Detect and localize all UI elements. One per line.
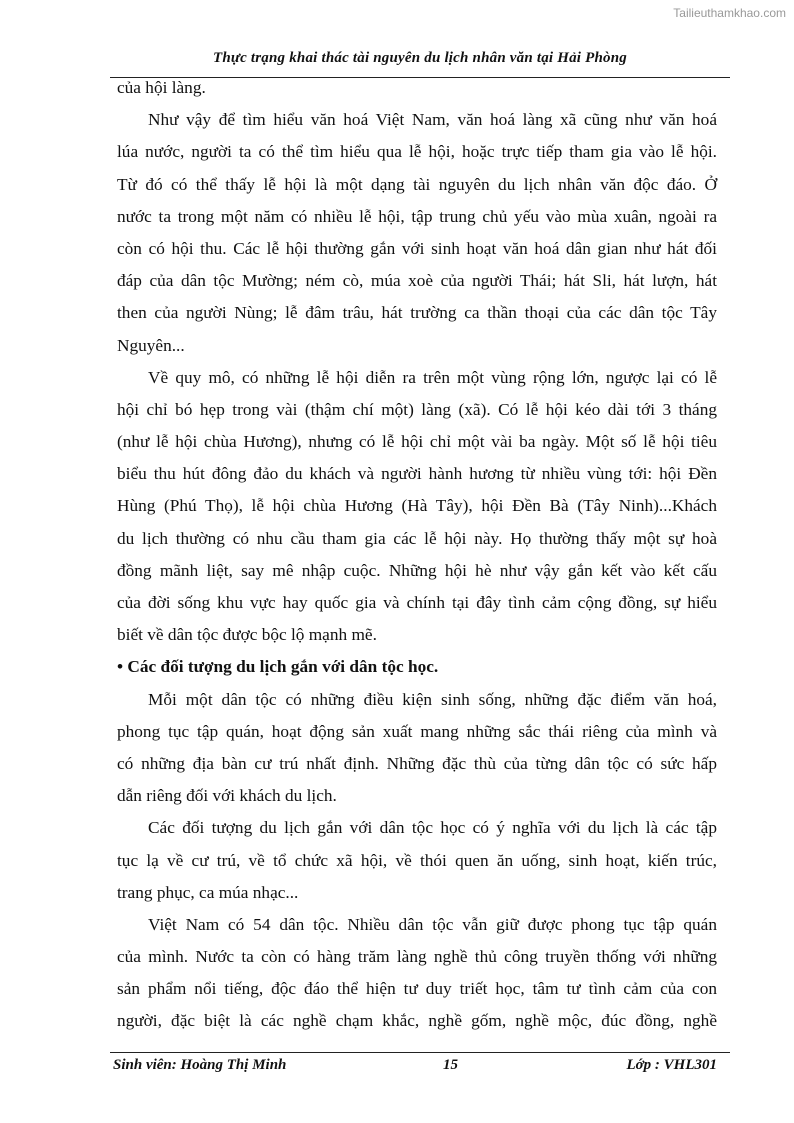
text-line: Về quy mô, có những lễ hội diễn ra trên một vùng rộng lớn, ngược lại có lễ <box>148 367 717 387</box>
section-heading: • Các đối tượng du lịch gắn với dân tộc học. <box>117 657 439 677</box>
text-line: của hội làng. <box>117 78 206 97</box>
text-line: then của người Nùng; lễ đâm trâu, hát trường ca thần thoại của các dân tộc Tây <box>117 303 717 323</box>
text-line: nước ta trong một năm có nhiều lễ hội, tập trung chủ yếu vào mùa xuân, ngoài ra <box>117 206 717 226</box>
text-line: có những địa bàn cư trú nhất định. Những đặc thù của từng dân tộc có sức hấp <box>117 753 717 773</box>
text-line: Hùng (Phú Thọ), lễ hội chùa Hương (Hà Tây), hội Đền Bà (Tây Ninh)...Khách <box>117 496 717 516</box>
running-header: Thực trạng khai thác tài nguyên du lịch nhân văn tại Hải Phòng <box>213 50 627 66</box>
text-line: Việt Nam có 54 dân tộc. Nhiều dân tộc vẫn giữ được phong tục tập quán <box>148 914 717 934</box>
text-line: sản phẩm nổi tiếng, độc đáo thể hiện tư duy triết học, tâm tư tình cảm của con <box>117 979 717 999</box>
text-line: đáp của dân tộc Mường; ném cò, múa xoè của người Thái; hát Sli, hát lượn, hát <box>117 271 717 291</box>
text-line: (như lễ hội chùa Hương), nhưng có lễ hội chỉ một vài ba ngày. Một số lễ hội tiêu <box>117 432 717 452</box>
text-line: Mỗi một dân tộc có những điều kiện sinh sống, những đặc điểm văn hoá, <box>148 689 717 709</box>
footer-class: Lớp : VHL301 <box>626 1057 717 1073</box>
text-line: người, đặc biệt là các nghề chạm khắc, nghề gốm, nghề mộc, đúc đồng, nghề <box>117 1011 717 1031</box>
text-line: lúa nước, người ta có thể tìm hiểu qua lễ hội, hoặc trực tiếp tham gia vào lễ hội. <box>117 142 717 162</box>
text-line: Các đối tượng du lịch gắn với dân tộc học có ý nghĩa với du lịch là các tập <box>148 818 717 838</box>
text-line: tục lạ về cư trú, về tổ chức xã hội, về thói quen ăn uống, sinh hoạt, kiến trúc, <box>117 850 717 870</box>
page-number: 15 <box>443 1057 458 1073</box>
text-line: dẫn riêng đối với khách du lịch. <box>117 786 337 806</box>
text-line: hội chỉ bó hẹp trong vài (thậm chí một) làng (xã). Có lễ hội kéo dài tới 3 tháng <box>117 399 717 419</box>
text-line: phong tục tập quán, hoạt động sản xuất mang những sắc thái riêng của mình và <box>117 721 717 741</box>
text-line: đồng mãnh liệt, say mê nhập cuộc. Những hội hè như vậy gắn kết vào kết cấu <box>117 560 717 580</box>
footer-rule <box>110 1052 730 1053</box>
text-line: Nguyên... <box>117 335 185 355</box>
text-line: của mình. Nước ta còn có hàng trăm làng nghề thủ công truyền thống với những <box>117 947 717 967</box>
text-line: Như vậy để tìm hiểu văn hoá Việt Nam, văn hoá làng xã cũng như văn hoá <box>148 110 717 130</box>
text-line: Từ đó có thể thấy lễ hội là một dạng tài nguyên du lịch nhân văn độc đáo. Ở <box>117 174 717 194</box>
footer-student: Sinh viên: Hoàng Thị Minh <box>113 1057 287 1073</box>
watermark: Tailieuthamkhao.com <box>673 6 786 20</box>
text-line: còn có hội thu. Các lễ hội thường gắn với sinh hoạt văn hoá dân gian như hát đối <box>117 238 717 258</box>
body-text <box>117 72 717 1038</box>
text-line: của đời sống khu vực hay quốc gia và chính tại đây tình cảm cộng đồng, sự hiểu <box>117 593 717 612</box>
text-line: biết về dân tộc được bộc lộ mạnh mẽ. <box>117 625 377 645</box>
text-line: trang phục, ca múa nhạc... <box>117 882 299 902</box>
text-line: biểu thu hút đông đảo du khách và người hành hương từ nhiều vùng tới: hội Đền <box>117 464 717 484</box>
text-line: du lịch thường có nhu cầu tham gia các lễ hội này. Họ thường thấy một sự hoà <box>117 528 717 548</box>
